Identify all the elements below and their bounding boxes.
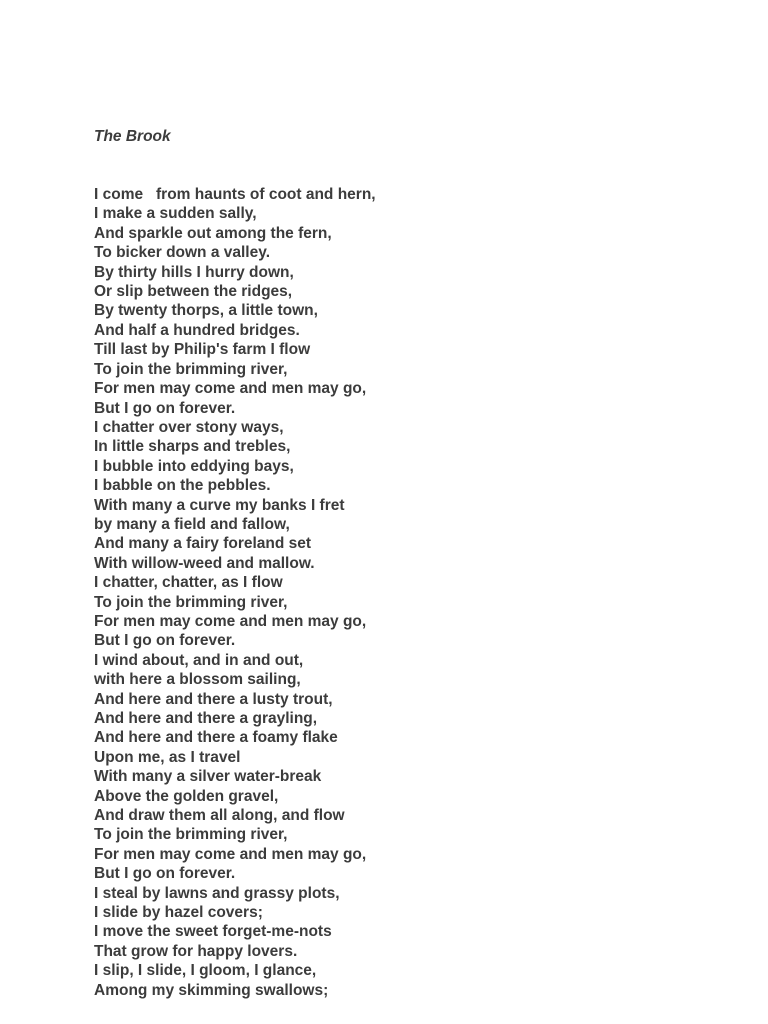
poem-line: And many a fairy foreland set — [94, 535, 312, 553]
poem-line: And here and there a lusty trout, — [94, 690, 333, 708]
poem-line: Or slip between the ridges, — [94, 283, 293, 301]
poem-body — [94, 88, 376, 1000]
poem-line: And here and there a grayling, — [94, 710, 318, 727]
poem-line: For men may come and men may go, — [94, 380, 367, 398]
poem-line: Upon me, as I travel — [94, 748, 241, 766]
poem-line: I steal by lawns and grassy plots, — [94, 884, 340, 902]
poem-line: by many a field and fallow, — [94, 515, 290, 533]
poem-line: And half a hundred bridges. — [94, 321, 300, 339]
poem-line: I babble on the pebbles. — [94, 477, 271, 495]
poem-line: I slip, I slide, I gloom, I glance, — [94, 962, 317, 980]
poem-line: But I go on forever. — [94, 632, 236, 650]
poem-line: Till last by Philip's farm I flow — [94, 341, 311, 359]
poem-line: I wind about, and in and out, — [94, 651, 304, 669]
poem-line: I chatter over stony ways, — [94, 418, 284, 436]
poem-line: By thirty hills I hurry down, — [94, 263, 294, 281]
poem-line: I slide by hazel covers; — [94, 904, 263, 922]
poem-line: For men may come and men may go, — [94, 845, 367, 863]
poem-line: And sparkle out among the fern, — [94, 224, 332, 242]
poem-line: To join the brimming river, — [94, 360, 288, 378]
poem-line: I move the sweet forget-me-nots — [94, 923, 332, 941]
poem-line: By twenty thorps, a little town, — [94, 302, 318, 320]
poem-line: That grow for happy lovers. — [94, 942, 298, 960]
poem-line: I make a sudden sally, — [94, 205, 257, 223]
poem-line: With many a curve my banks I fret — [94, 496, 345, 514]
poem-line: I come from haunts of coot and hern, — [94, 186, 376, 204]
poem-line: Above the golden gravel, — [94, 787, 279, 805]
poem-line: In little sharps and trebles, — [94, 438, 291, 456]
poem-line: To join the brimming river, — [94, 593, 288, 611]
poem-line: With willow-weed and mallow. — [94, 554, 315, 572]
poem-line: But I go on forever. — [94, 865, 236, 883]
poem-line: With many a silver water-break — [94, 768, 322, 786]
poem-title: The Brook — [94, 127, 171, 145]
poem-line: with here a blossom sailing, — [94, 671, 301, 689]
poem-line: I chatter, chatter, as I flow — [94, 574, 283, 592]
poem-line: I bubble into eddying bays, — [94, 457, 294, 475]
poem-line: For men may come and men may go, — [94, 612, 367, 630]
poem-line: But I go on forever. — [94, 399, 236, 417]
poem-line: And draw them all along, and flow — [94, 807, 345, 825]
poem-line: Among my skimming swallows; — [94, 981, 329, 999]
poem-line: To bicker down a valley. — [94, 244, 271, 262]
poem-line: To join the brimming river, — [94, 826, 288, 844]
poem-line: And here and there a foamy flake — [94, 729, 338, 747]
